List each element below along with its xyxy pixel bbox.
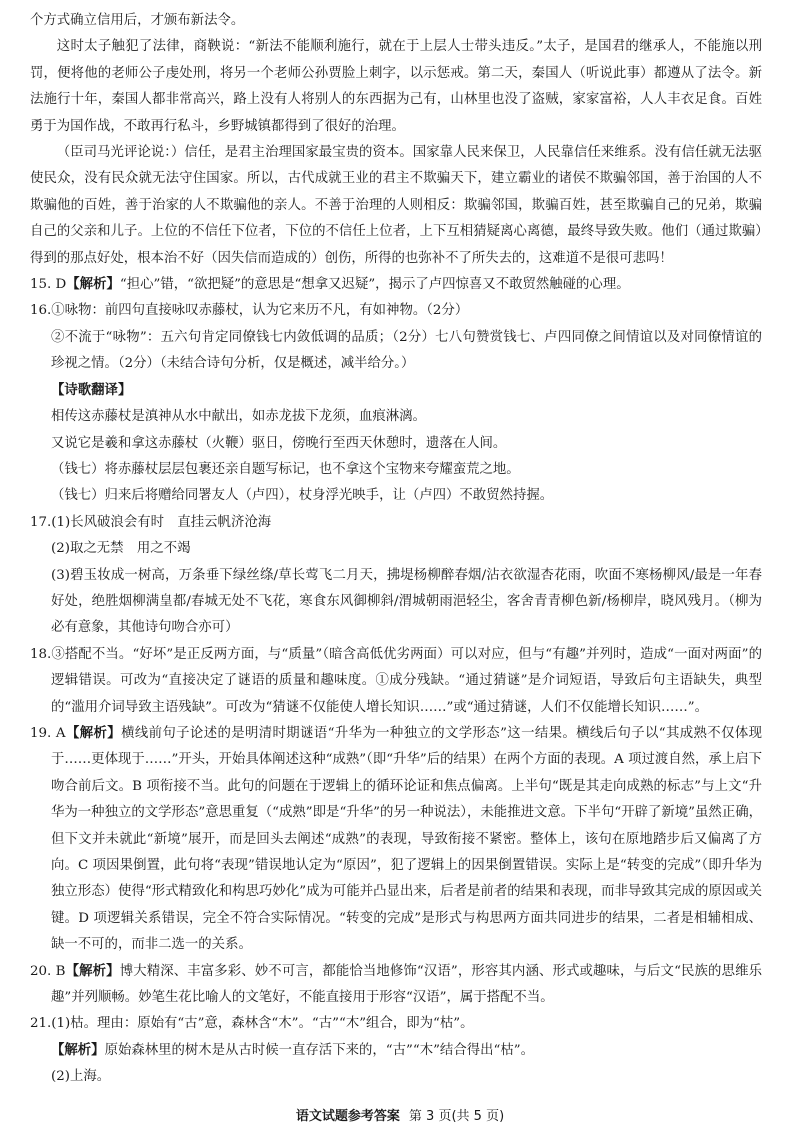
answer-part-1: (1)长风破浪会有时 直挂云帆济沧海 — [51, 514, 272, 530]
page-footer — [0, 1104, 800, 1130]
question-number: 19. A — [30, 725, 66, 741]
question-number: 15. D — [30, 277, 67, 293]
answer-21-part-2: (2)上海。 — [51, 1069, 111, 1085]
answer-18 — [30, 642, 762, 721]
poem-translation-line: 相传这赤藤杖是滇神从水中献出，如赤龙拔下龙须，血痕淋漓。 — [51, 409, 426, 425]
paragraph-translation-2: （臣司马光评论说：）信任，是君主治理国家最宝贵的资本。国家靠人民来保卫，人民靠信任来维系。没有信任就无法驱使民众，没有民众就无法守住国家。所以，古代成就王业的君主不欺骗天下，建立霸业的诸侯不欺骗邻国，善于治国的人不欺骗他的百姓，善于治家的人不欺骗他的亲人。不善于治理的人则相反：欺骗邻国，欺骗百姓，甚至欺骗自己的兄弟，欺骗自己的父亲和儿子。上位的不信任下位者，下位的不信任上位者，上下互相猜疑离心离德，最终导致失败。他们（通过欺骗）得到的那点好处，根本治不好（因失信而造成的）创伤，所得的也弥补不了所失去的，这难道不是很可悲吗！ — [30, 145, 762, 266]
answer-text: “担心”错，“欲把疑”的意思是“想拿又迟疑”，揭示了卢四惊喜又不敢贸然触碰的心理。 — [119, 277, 630, 293]
poem-translation-heading: 【诗歌翻译】 — [51, 382, 132, 398]
analysis-tag: 【解析】 — [65, 963, 120, 979]
paragraph-continuation: 个方式确立信用后，才颁布新法令。 — [30, 13, 245, 28]
question-number: 21. — [30, 1016, 52, 1032]
answer-point-1: ①咏物：前四句直接咏叹赤藤杖，认为它来历不凡，有如神物。（2分） — [51, 303, 469, 319]
footer-page-number: 第 3 页(共 5 页) — [408, 1109, 505, 1124]
paragraph-translation-1: 这时太子触犯了法律，商鞅说：“新法不能顺利施行，就在于上层人士带头违反。”太子，是国君的继承人，不能施以刑罚，便将他的老师公子虔处刑，将另一个老师公孙贾脸上刺字，以示惩戒。第二天，秦国人（听说此事）都遵从了法令。新法施行十年，秦国人都非常高兴，路上没有人将别人的东西据为己有，山林里也没了盗贼，家家富裕，人人丰衣足食。百姓勇于为国作战，不敢再行私斗，乡野城镇都得到了很好的治理。 — [30, 39, 762, 134]
analysis-tag: 【解析】 — [66, 277, 120, 293]
question-number: 16. — [30, 303, 52, 319]
question-number: 20. B — [30, 963, 66, 979]
footer-title: 语文试题参考答案 — [295, 1109, 400, 1124]
answer-text: 横线前句子论述的是明清时期谜语“升华为一种独立的文学形态”这一结果。横线后句子以“其成熟不仅体现于……更体现于……”开头，开始具体阐述这种“成熟”（即“升华”后的结果）在两个方面的表现。A 项过渡自然，承上启下吻合前后文。B 项衔接不当。此句的问题在于逻辑上的循环论证和焦点偏离。上半句“既是其走向成熟的标志”与上文“升华为一种独立的文学形态”意思重复（“成熟”即是“升华”的另一种说法），未能推进文意。下半句“开辟了新境”虽然正确，但下文并未就此“新境”展开，而是回头去阐述“成熟”的表现，导致衔接不紧密。整体上，该句在原地踏步后又偏离了方向。C 项因果倒置，此句将“表现”错误地认定为“原因”，犯了逻辑上的因果倒置错误。实际上是“转变的完成”（即升华为独立形态）使得“形式精致化和构思巧妙化”成为可能并凸显出来，后者是前者的结果和表现，而非导致其完成的原因或关键。D 项逻辑关系错误，完全不符合实际情况。“转变的完成”是形式与构思两方面共同进步的结果，二者是相辅相成、缺一不可的，而非二选一的关系。 — [51, 725, 762, 953]
question-number: 18. — [30, 646, 52, 662]
answer-21-analysis — [30, 1038, 762, 1064]
answer-text: ③搭配不当。“好坏”是正反两方面，与“质量”（暗含高低优劣两面）可以对应，但与“有趣”并列时，造成“一面对两面”的逻辑错误。可改为“直接决定了谜语的质量和趣味度。①成分残缺。“通过猜谜”是介词短语，导致后句主语缺失，典型的“滥用介词导致主语残缺”。可改为“猜谜不仅能使人增长知识……”或“通过猜谜，人们不仅能增长知识……”。 — [51, 646, 762, 715]
answer-17 — [30, 510, 762, 536]
poem-translation-line: （钱七）将赤藤杖层层包裹还亲自题写标记，也不拿这个宝物来夸耀蛮荒之地。 — [51, 461, 520, 477]
poem-translation-line: 又说它是羲和拿这赤藤杖（火鞭）驱日，傍晚行至西天休憩时，遗落在人间。 — [51, 435, 507, 451]
answer-part-1: (1)枯。理由：原始有“古”意，森林含“木”。“古”“木”组合，即为“枯”。 — [51, 1016, 474, 1032]
answer-17-part-3: (3)碧玉妆成一树高，万条垂下绿丝绦/草长莺飞二月天，拂堤杨柳醉春烟/沾衣欲湿杏花雨，吹面不寒杨柳风/最是一年春好处，绝胜烟柳满皇都/春城无处不飞花，寒食东风御柳斜/渭城朝雨浥轻尘，客舍青青柳色新/杨柳岸，晓风残月。（柳为必有意象，其他诗句吻合亦可） — [51, 567, 762, 636]
question-number: 17. — [30, 514, 52, 530]
analysis-tag: 【解析】 — [51, 1042, 105, 1058]
analysis-text: 原始森林里的树木是从古时候一直存活下来的，“古”“木”结合得出“枯”。 — [104, 1042, 534, 1058]
analysis-tag: 【解析】 — [65, 725, 122, 741]
answer-19 — [30, 721, 762, 959]
answer-20 — [30, 959, 762, 1012]
answer-17-part-2: (2)取之无禁 用之不竭 — [51, 541, 191, 557]
poem-translation-line: （钱七）归来后将赠给同署友人（卢四），杖身浮光映手，让（卢四）不敢贸然持握。 — [51, 488, 554, 504]
answer-text: 博大精深、丰富多彩、妙不可言，都能恰当地修饰“汉语”，形容其内涵、形式或趣味，与后文“民族的思维乐趣”并列顺畅。妙笔生花比喻人的文笔好，不能直接用于形容“汉语”，属于搭配不当。 — [51, 963, 762, 1006]
answer-21 — [30, 1011, 762, 1037]
answer-16-point-2: ②不流于“咏物”：五六句肯定同僚钱七内敛低调的品质；（2分）七八句赞赏钱七、卢四同僚之间情谊以及对同僚情谊的珍视之情。（2分）（未结合诗句分析，仅是概述，减半给分。） — [51, 329, 762, 372]
answer-15 — [30, 272, 762, 298]
answer-16 — [30, 298, 762, 324]
